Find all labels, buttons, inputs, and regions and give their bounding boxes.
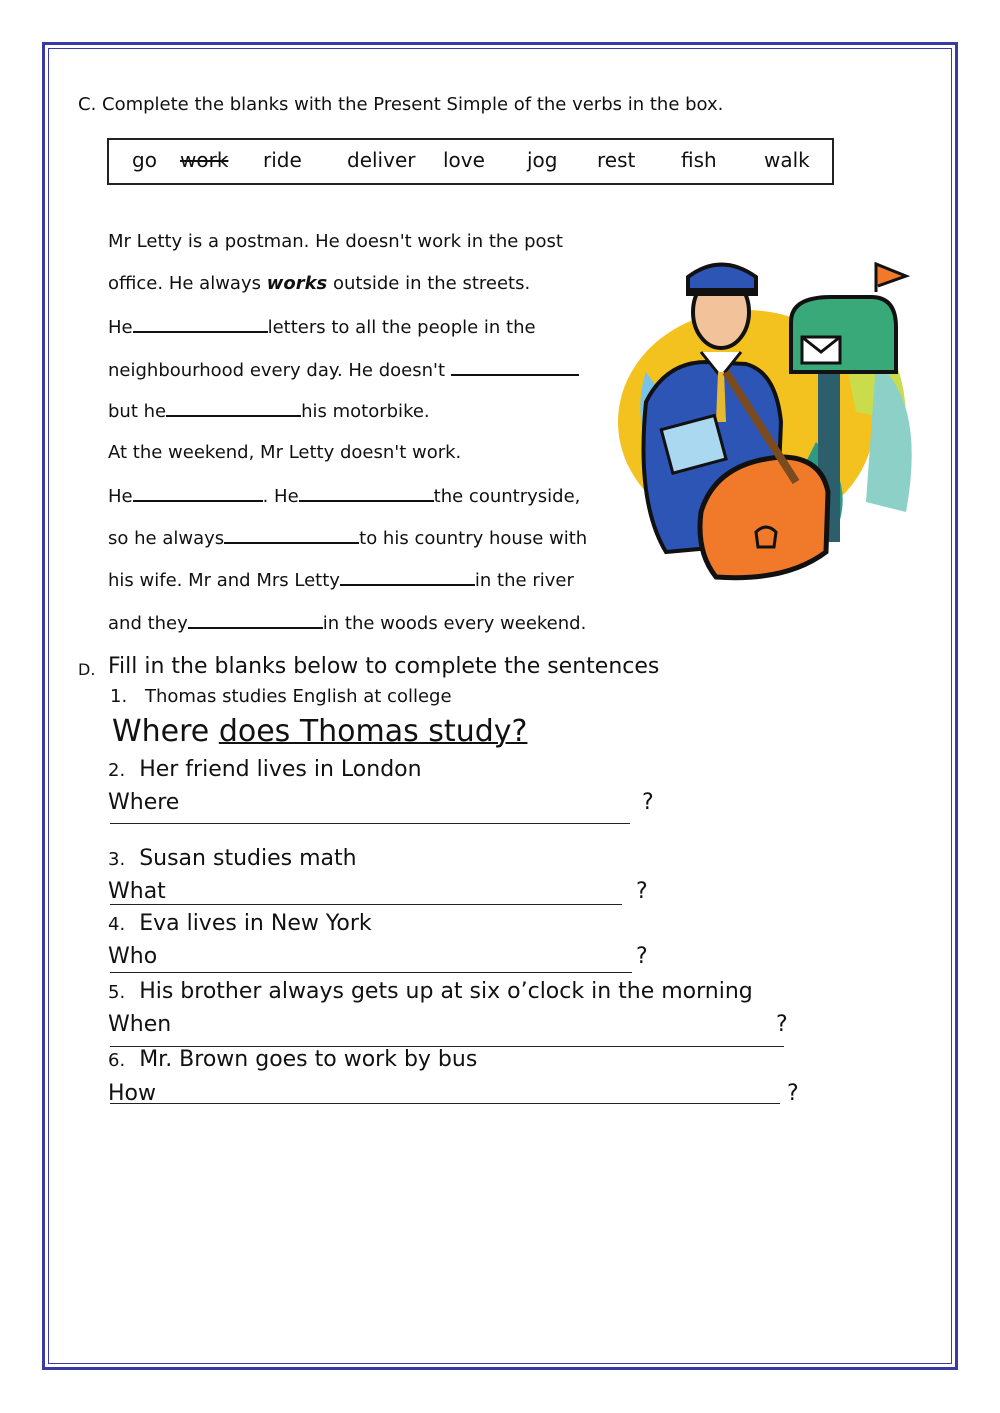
blank-3[interactable] — [166, 399, 301, 417]
example-answer: works — [266, 273, 328, 294]
paragraph-line-6: At the weekend, Mr Letty doesn't work. — [108, 442, 462, 463]
blank-6[interactable] — [224, 526, 359, 544]
item-1-answer: Where does Thomas study? — [112, 714, 528, 749]
verb-rest: rest — [597, 148, 636, 172]
item-4-question-mark: ? — [636, 944, 648, 969]
paragraph-line-5: but he his motorbike. — [108, 401, 430, 422]
item-3-answer-start: What — [108, 879, 166, 904]
paragraph-line-3: He letters to all the people in the — [108, 317, 536, 338]
item-6-answer-line[interactable] — [110, 1103, 780, 1104]
blank-7[interactable] — [340, 568, 475, 586]
item-4-prompt: 4. Eva lives in New York — [108, 911, 372, 936]
paragraph-line-4: neighbourhood every day. He doesn't — [108, 358, 579, 381]
paragraph-line-8: so he always to his country house with — [108, 528, 588, 549]
verb-love: love — [443, 148, 485, 172]
item-2-answer-line[interactable] — [110, 823, 630, 824]
blank-8[interactable] — [188, 611, 323, 629]
verb-jog: jog — [527, 148, 558, 172]
item-1-number: 1. — [110, 686, 128, 707]
postman-clipart-icon — [606, 252, 928, 604]
item-4-answer-start: Who — [108, 944, 158, 969]
section-c-instruction: C. Complete the blanks with the Present Simple of the verbs in the box. — [78, 94, 724, 115]
blank-4[interactable] — [133, 484, 263, 502]
item-3-answer-line[interactable] — [110, 904, 622, 905]
item-5-prompt: 5. His brother always gets up at six o’clock in the morning — [108, 979, 753, 1004]
verb-walk: walk — [764, 148, 810, 172]
section-d-instruction: Fill in the blanks below to complete the sentences — [108, 654, 660, 679]
blank-5[interactable] — [299, 484, 434, 502]
item-6-answer-start: How — [108, 1081, 156, 1106]
paragraph-line-7: He . He the countryside, — [108, 486, 581, 507]
item-5-answer-start: When — [108, 1012, 172, 1037]
paragraph-line-1: Mr Letty is a postman. He doesn't work in the post — [108, 231, 563, 252]
item-2-question-mark: ? — [642, 790, 654, 815]
verb-ride: ride — [263, 148, 302, 172]
verb-fish: fish — [681, 148, 717, 172]
item-2-answer-start: Where — [108, 790, 180, 815]
section-d-letter: D. — [78, 660, 96, 679]
item-1-answer-filled: does Thomas study? — [218, 714, 528, 749]
paragraph-line-2: office. He always works outside in the streets. — [108, 273, 531, 294]
item-1-sentence: Thomas studies English at college — [145, 686, 452, 707]
paragraph-line-9: his wife. Mr and Mrs Letty in the river — [108, 570, 574, 591]
paragraph-line-10: and they in the woods every weekend. — [108, 613, 587, 634]
verb-go: go — [132, 148, 157, 172]
item-3-question-mark: ? — [636, 879, 648, 904]
verb-deliver: deliver — [347, 148, 416, 172]
blank-1[interactable] — [133, 315, 268, 333]
item-6-question-mark: ? — [787, 1081, 799, 1106]
item-6-prompt: 6. Mr. Brown goes to work by bus — [108, 1047, 478, 1072]
item-2-prompt: 2. Her friend lives in London — [108, 757, 422, 782]
blank-2[interactable] — [451, 358, 579, 376]
item-4-answer-line[interactable] — [110, 972, 632, 973]
item-5-question-mark: ? — [776, 1012, 788, 1037]
verb-work-crossed: work — [180, 148, 229, 172]
item-3-prompt: 3. Susan studies math — [108, 846, 357, 871]
